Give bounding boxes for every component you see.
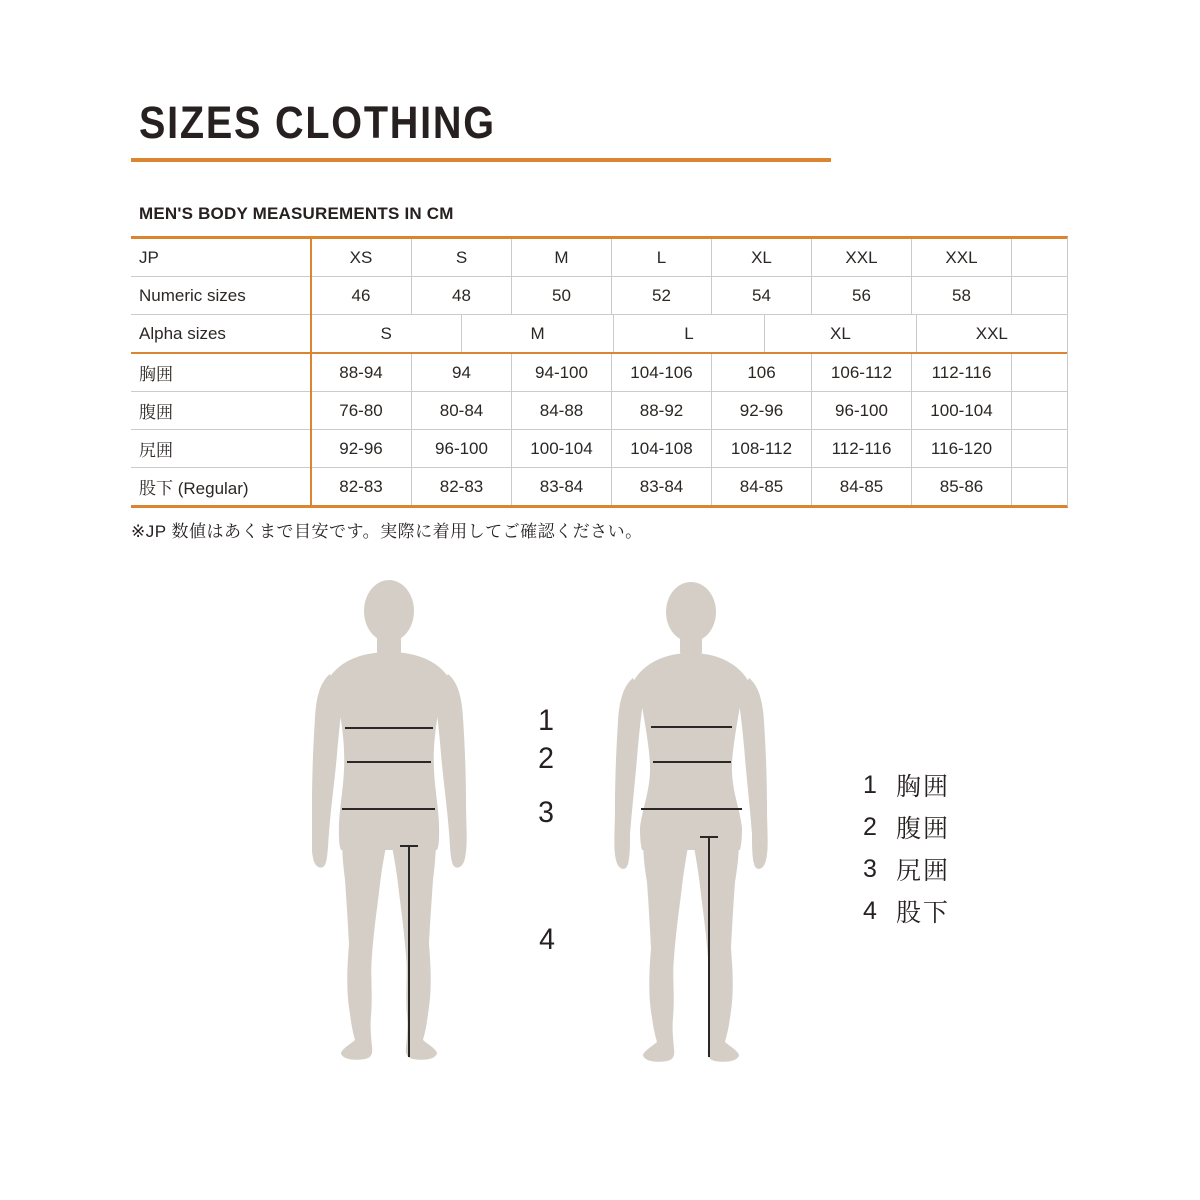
measure-cell: 85-86 bbox=[911, 468, 1011, 505]
table-row-hip bbox=[131, 430, 1067, 468]
measure-cell: 100-104 bbox=[911, 392, 1011, 429]
table-row-waist bbox=[131, 392, 1067, 430]
measure-cell: 96-100 bbox=[811, 392, 911, 429]
row-label-hip: 尻囲 bbox=[139, 441, 173, 460]
table-row-jp bbox=[131, 239, 1067, 277]
measure-cell: 76-80 bbox=[339, 400, 383, 420]
table-row-numeric bbox=[131, 277, 1067, 315]
alpha-size-cell: S bbox=[380, 323, 392, 343]
row-label-waist: 腹囲 bbox=[139, 403, 173, 422]
size-header-cell: XL bbox=[711, 239, 811, 276]
male-silhouette bbox=[312, 578, 478, 1064]
alpha-size-cell: M bbox=[461, 315, 612, 352]
legend-number: 4 bbox=[863, 896, 877, 925]
table-row-inseam bbox=[131, 468, 1067, 505]
marker-inseam: 4 bbox=[539, 923, 555, 956]
measure-cell: 112-116 bbox=[811, 430, 911, 467]
measure-cell: 84-85 bbox=[711, 468, 811, 505]
female-right-leg bbox=[692, 827, 739, 1062]
disclaimer-note: ※JP 数値はあくまで目安です。実際に着用してご確認ください。 bbox=[131, 522, 643, 541]
measure-cell: 88-94 bbox=[339, 362, 383, 382]
row-label-inseam: 股下 (Regular) bbox=[139, 479, 249, 498]
measure-cell: 104-108 bbox=[611, 430, 711, 467]
section-title: MEN'S BODY MEASUREMENTS IN CM bbox=[139, 204, 454, 223]
measure-cell: 80-84 bbox=[411, 392, 511, 429]
measurements-table bbox=[131, 236, 1068, 508]
size-header-cell: M bbox=[511, 239, 611, 276]
numeric-size-cell: 50 bbox=[511, 277, 611, 314]
female-right-arm bbox=[739, 678, 768, 869]
measure-cell: 108-112 bbox=[711, 430, 811, 467]
empty-cell bbox=[1011, 354, 1067, 391]
female-chest-line bbox=[651, 726, 732, 728]
numeric-size-cell: 56 bbox=[811, 277, 911, 314]
legend-number: 3 bbox=[863, 854, 877, 883]
marker-hip: 3 bbox=[538, 796, 554, 829]
alpha-size-cell: XL bbox=[764, 315, 915, 352]
measure-cell: 84-88 bbox=[511, 392, 611, 429]
male-inseam-line bbox=[408, 846, 410, 1057]
measure-cell: 112-116 bbox=[911, 354, 1011, 391]
male-left-leg bbox=[341, 827, 388, 1060]
male-chest-line bbox=[345, 727, 433, 729]
row-label-numeric: Numeric sizes bbox=[139, 285, 246, 305]
female-left-arm bbox=[614, 678, 643, 869]
legend-item-chest bbox=[860, 764, 950, 806]
female-torso bbox=[631, 653, 751, 850]
measure-cell: 94 bbox=[411, 354, 511, 391]
empty-cell bbox=[1011, 468, 1067, 505]
measure-cell: 83-84 bbox=[611, 468, 711, 505]
measure-cell: 92-96 bbox=[711, 392, 811, 429]
legend-item-inseam bbox=[860, 890, 950, 932]
measure-cell: 116-120 bbox=[911, 430, 1011, 467]
measure-cell: 106 bbox=[711, 354, 811, 391]
size-header-cell: L bbox=[611, 239, 711, 276]
size-header-cell: S bbox=[411, 239, 511, 276]
measurement-legend bbox=[860, 764, 950, 932]
marker-chest: 1 bbox=[538, 704, 554, 737]
legend-label: 腹囲 bbox=[896, 815, 951, 843]
female-inseam-line bbox=[708, 837, 710, 1057]
numeric-size-cell: 54 bbox=[711, 277, 811, 314]
legend-number: 2 bbox=[863, 812, 877, 841]
alpha-size-cell: L bbox=[613, 315, 764, 352]
size-header-cell: XXL bbox=[911, 239, 1011, 276]
legend-item-waist bbox=[860, 806, 950, 848]
measure-cell: 92-96 bbox=[339, 438, 383, 458]
male-hip-line bbox=[342, 808, 435, 810]
page-title: SIZES CLOTHING bbox=[139, 97, 496, 148]
empty-cell bbox=[1011, 430, 1067, 467]
size-header-cell: XS bbox=[349, 247, 373, 267]
measure-cell: 88-92 bbox=[611, 392, 711, 429]
empty-cell bbox=[1011, 239, 1067, 276]
measure-cell: 104-106 bbox=[611, 354, 711, 391]
numeric-size-cell: 52 bbox=[611, 277, 711, 314]
female-hip-line bbox=[641, 808, 742, 810]
measure-cell: 82-83 bbox=[339, 476, 383, 496]
measure-cell: 96-100 bbox=[411, 430, 511, 467]
measure-cell: 84-85 bbox=[811, 468, 911, 505]
alpha-size-cell: XXL bbox=[916, 315, 1067, 352]
table-accent-divider bbox=[310, 239, 312, 505]
row-label-jp: JP bbox=[139, 247, 159, 267]
legend-label: 股下 bbox=[896, 899, 951, 927]
size-header-cell: XXL bbox=[811, 239, 911, 276]
empty-cell bbox=[1011, 392, 1067, 429]
marker-waist: 2 bbox=[538, 742, 554, 775]
numeric-size-cell: 48 bbox=[411, 277, 511, 314]
measure-cell: 82-83 bbox=[411, 468, 511, 505]
numeric-size-cell: 58 bbox=[911, 277, 1011, 314]
row-label-chest: 胸囲 bbox=[139, 365, 173, 384]
title-underline bbox=[131, 158, 831, 162]
measure-cell: 83-84 bbox=[511, 468, 611, 505]
female-silhouette bbox=[612, 580, 768, 1062]
male-left-arm bbox=[312, 674, 343, 868]
table-row-chest bbox=[131, 354, 1067, 392]
measure-cell: 106-112 bbox=[811, 354, 911, 391]
empty-cell bbox=[1011, 277, 1067, 314]
legend-number: 1 bbox=[863, 770, 877, 799]
row-label-alpha: Alpha sizes bbox=[139, 323, 226, 343]
male-waist-line bbox=[347, 761, 431, 763]
legend-label: 胸囲 bbox=[896, 773, 951, 801]
male-right-leg bbox=[390, 827, 437, 1060]
male-right-arm bbox=[435, 674, 467, 868]
measure-cell: 100-104 bbox=[511, 430, 611, 467]
female-waist-line bbox=[653, 761, 731, 763]
measure-cell: 94-100 bbox=[511, 354, 611, 391]
table-row-alpha bbox=[131, 315, 1067, 354]
female-left-leg bbox=[643, 827, 690, 1062]
numeric-size-cell: 46 bbox=[351, 285, 371, 305]
legend-label: 尻囲 bbox=[896, 857, 951, 885]
male-torso bbox=[326, 652, 451, 850]
legend-item-hip bbox=[860, 848, 950, 890]
